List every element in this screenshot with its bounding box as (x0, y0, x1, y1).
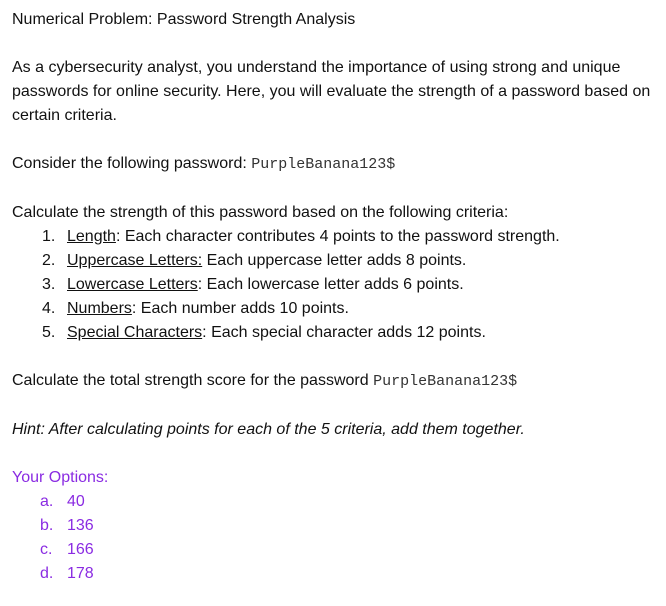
criteria-item (12, 273, 658, 297)
password-text: PurpleBanana123$ (251, 156, 396, 173)
option-value: 40 (67, 493, 85, 510)
criteria-item (12, 225, 658, 249)
problem-document (12, 8, 658, 586)
options-title: Your Options: (12, 469, 109, 486)
criteria-text: Each special character adds 12 points. (206, 324, 486, 341)
criteria-item (12, 297, 658, 321)
criteria-term: Uppercase Letters: (67, 252, 203, 269)
total-line (12, 369, 658, 394)
intro-paragraph: As a cybersecurity analyst, you understand the importance of using strong and unique passwords for online security. Here, you will evaluate the strength of a password based on certain criteria. (12, 59, 651, 124)
option-letter: a. (40, 493, 54, 510)
criteria-item (12, 321, 658, 345)
option-value: 166 (67, 541, 94, 558)
option-letter: b. (40, 517, 54, 534)
option-d[interactable] (12, 562, 658, 586)
criteria-term: Numbers (67, 300, 132, 317)
hint-text: Hint: After calculating points for each of the 5 criteria, add them together. (12, 421, 525, 438)
consider-label: Consider the following password: (12, 155, 247, 172)
option-value: 178 (67, 565, 94, 582)
criteria-number: 3. (42, 276, 56, 293)
criteria-text: Each uppercase letter adds 8 points. (202, 252, 467, 269)
criteria-text: Each number adds 10 points. (136, 300, 349, 317)
option-value: 136 (67, 517, 94, 534)
option-letter: c. (40, 541, 53, 558)
criteria-term: Length (67, 228, 116, 245)
criteria-list (12, 225, 658, 345)
criteria-text: Each lowercase letter adds 6 points. (202, 276, 464, 293)
total-label: Calculate the total strength score for the password (12, 372, 369, 389)
password-text-repeat: PurpleBanana123$ (373, 373, 518, 390)
criteria-item (12, 249, 658, 273)
option-letter: d. (40, 565, 54, 582)
criteria-number: 2. (42, 252, 56, 269)
options-list (12, 490, 658, 586)
criteria-separator: : (115, 228, 121, 245)
criteria-text: Each character contributes 4 points to the password strength. (120, 228, 560, 245)
criteria-number: 5. (42, 324, 56, 341)
problem-title: Numerical Problem: Password Strength Analysis (12, 11, 356, 28)
criteria-separator: : (197, 276, 203, 293)
criteria-number: 1. (42, 228, 56, 245)
criteria-intro: Calculate the strength of this password based on the following criteria: (12, 204, 509, 221)
criteria-number: 4. (42, 300, 56, 317)
criteria-term: Special Characters (67, 324, 203, 341)
option-b[interactable] (12, 514, 658, 538)
criteria-term: Lowercase Letters (67, 276, 198, 293)
criteria-separator: : (202, 324, 207, 341)
criteria-separator: : (131, 300, 137, 317)
option-c[interactable] (12, 538, 658, 562)
option-a[interactable] (12, 490, 658, 514)
consider-line (12, 152, 658, 177)
